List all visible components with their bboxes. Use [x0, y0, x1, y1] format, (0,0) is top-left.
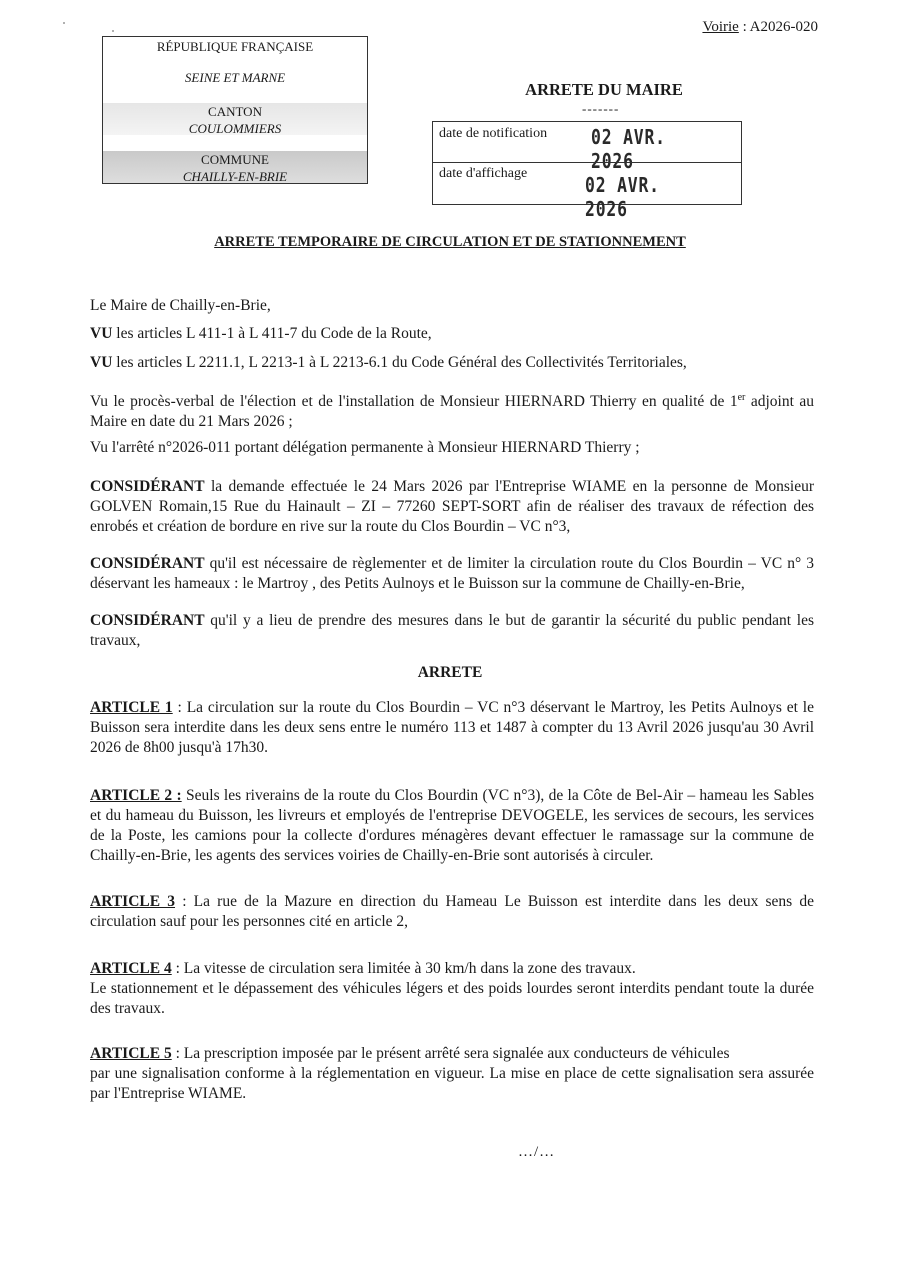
- commune-block: [103, 151, 367, 183]
- vu-lead: VU: [90, 325, 113, 342]
- vu-text: les articles L 411-1 à L 411-7 du Code de la Route,: [112, 325, 432, 342]
- article-4-line-1: [90, 959, 814, 979]
- article-3: [90, 892, 814, 932]
- vu-text: les articles L 2211.1, L 2213-1 à L 2213-6.1 du Code Général des Collectivités Territoriales,: [112, 354, 687, 371]
- pv-text-b: adjoint au Maire en date du 21 Mars 2026 ;: [90, 393, 814, 430]
- title-dashes: -------: [582, 101, 620, 116]
- dates-divider: [433, 162, 741, 163]
- considerant-3: [90, 611, 814, 651]
- article-label: ARTICLE 5: [90, 1045, 172, 1062]
- commune-name: CHAILLY-EN-BRIE: [182, 169, 288, 184]
- considerant-lead: CONSIDÉRANT: [90, 612, 205, 629]
- notification-date-label: date de notification: [439, 126, 548, 141]
- article-4-line-2: Le stationnement et le dépassement des véhicules légers et des poids lourdes seront interdits pendant toute la durée des travaux.: [90, 980, 814, 1017]
- article-5: [90, 1044, 814, 1104]
- considerant-text: la demande effectuée le 24 Mars 2026 par l'Entreprise WIAME en la personne de Monsieur GOLVEN Romain,15 Rue du Hainault – ZI – 77260 SEPT-SORT afin de réaliser des travaux de réfection des enrobés et création de bordure en rive sur la route du Clos Bourdin – VC n°3,: [90, 478, 814, 535]
- arrete-heading: ARRETE: [417, 664, 483, 681]
- election-record-paragraph: [90, 392, 814, 432]
- document-reference: [702, 19, 818, 36]
- considerant-text: qu'il est nécessaire de règlementer et de limiter la circulation route du Clos Bourdin – VC n° 3 déservant les hameaux : le Martroy , des Petits Aulnoys et le Buisson sur la commune de Chailly-en-Brie,: [90, 555, 814, 592]
- article-text: : La rue de la Mazure en direction du Hameau Le Buisson est interdite dans les deux sens de circulation sauf pour les personnes cité en article 2,: [90, 893, 814, 930]
- reference-value: : A2026-020: [738, 19, 818, 35]
- considerant-2: [90, 554, 814, 594]
- article-4: [90, 959, 814, 1019]
- article-text: : La circulation sur la route du Clos Bourdin – VC n°3 déservant le Martroy, les Petits Aulnoys et le Buisson sera interdite dans les deux sens entre le numéro 113 et 1487 à compter du 13 Avril 2026 jusqu'au 30 Avril 2026 de 8h00 jusqu'à 17h30.: [90, 699, 814, 756]
- vu-lead: VU: [90, 354, 113, 371]
- delegation-paragraph: Vu l'arrêté n°2026-011 portant délégation permanente à Monsieur HIERNARD Thierry ;: [90, 439, 640, 456]
- continuation-mark: …/…: [518, 1144, 556, 1160]
- article-text: : La vitesse de circulation sera limitée à 30 km/h dans la zone des travaux.: [171, 960, 636, 977]
- considerant-text: qu'il y a lieu de prendre des mesures dans le but de garantir la sécurité du public pendant les travaux,: [90, 612, 814, 649]
- article-1: [90, 698, 814, 758]
- considerant-1: [90, 477, 814, 537]
- article-5-line-2: par une signalisation conforme à la réglementation en vigueur. La mise en place de cette signalisation sera assurée par l'Entreprise WIAME.: [90, 1065, 814, 1102]
- canton-name: COULOMMIERS: [188, 121, 282, 136]
- article-label: ARTICLE 1: [90, 699, 173, 716]
- article-text: Seuls les riverains de la route du Clos Bourdin (VC n°3), de la Côte de Bel-Air – hameau les Sables et du hameau du Buisson, les livreurs et employés de l'entreprise DEVOGELE, les services de secours, les services de la Poste, les camions pour la collecte d'ordures ménagères devant effectuer le ramassage sur la commune de Chailly-en-Brie, les agents des services voiries de Chailly-en-Brie sont autorisés à circuler.: [90, 787, 814, 864]
- republic-label: RÉPUBLIQUE FRANÇAISE: [156, 39, 314, 54]
- decree-main-title: ARRETE TEMPORAIRE DE CIRCULATION ET DE STATIONNEMENT: [214, 234, 686, 250]
- article-label: ARTICLE 2 :: [90, 787, 182, 804]
- scan-speck: [112, 30, 114, 32]
- department-name: SEINE ET MARNE: [184, 70, 286, 85]
- legal-basis-2: [90, 353, 814, 373]
- article-label: ARTICLE 3: [90, 893, 176, 910]
- considerant-lead: CONSIDÉRANT: [90, 555, 205, 572]
- dates-box: [432, 121, 742, 221]
- scan-speck: [63, 22, 65, 24]
- article-label: ARTICLE 4: [90, 960, 172, 977]
- display-date-label: date d'affichage: [439, 166, 528, 181]
- pv-text-a: Vu le procès-verbal de l'élection et de l'installation de Monsieur HIERNARD Thierry en qualité de 1: [90, 393, 738, 410]
- administrative-header-box: [102, 36, 368, 184]
- intro-paragraph: Le Maire de Chailly-en-Brie,: [90, 297, 271, 314]
- reference-label: Voirie: [702, 19, 739, 35]
- considerant-lead: CONSIDÉRANT: [90, 478, 205, 495]
- mayor-decree-title: ARRETE DU MAIRE: [525, 80, 683, 99]
- legal-basis-1: [90, 324, 814, 344]
- article-2: [90, 786, 814, 866]
- display-date-stamp: 02 AVR. 2026: [585, 173, 660, 221]
- canton-block: [103, 103, 367, 135]
- article-5-line-1: [90, 1044, 814, 1064]
- canton-label: CANTON: [208, 104, 262, 119]
- article-text: : La prescription imposée par le présent arrêté sera signalée aux conducteurs de véhicules: [171, 1045, 730, 1062]
- pv-superscript: er: [737, 391, 746, 403]
- notification-date-stamp: 02 AVR. 2026: [591, 125, 666, 173]
- commune-label: COMMUNE: [201, 152, 269, 167]
